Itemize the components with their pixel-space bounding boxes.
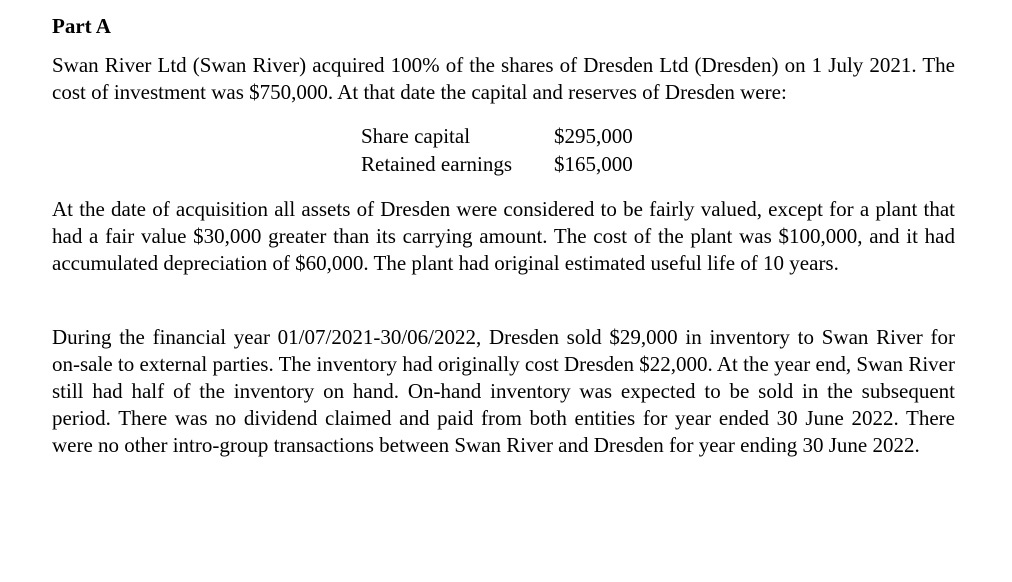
share-capital-label: Share capital: [361, 124, 471, 148]
share-capital-value: $295,000: [554, 124, 633, 148]
retained-earnings-value: $165,000: [554, 152, 633, 176]
document: [52, 12, 955, 459]
retained-earnings-label: Retained earnings: [361, 152, 513, 176]
paragraph-intragroup-inventory: During the financial year 01/07/2021-30/06/2022, Dresden sold $29,000 in inventory to Swan River for on-sale to external parties. The inventory had originally cost Dresden $22,000. At the year end, Swan River still had half of the inventory on hand. On-hand inventory was expected to be sold in the subsequent period. There was no dividend claimed and paid from both entities for year ended 30 June 2022. There were no other intro-group transactions between Swan River and Dresden for year ending 30 June 2022.: [52, 325, 955, 457]
capital-reserves-table: [361, 122, 955, 178]
table-row: [361, 150, 955, 178]
paragraph-plant-fair-value: At the date of acquisition all assets of Dresden were considered to be fairly valued, except for a plant that had a fair value $30,000 greater than its carrying amount. The cost of the plant was $100,000, and it had accumulated depreciation of $60,000. The plant had original estimated useful life of 10 years.: [52, 197, 955, 275]
table-row: [361, 122, 955, 150]
section-heading: Part A: [52, 14, 111, 38]
paragraph-acquisition: Swan River Ltd (Swan River) acquired 100% of the shares of Dresden Ltd (Dresden) on 1 July 2021. The cost of investment was $750,000. At that date the capital and reserves of Dresden were:: [52, 53, 955, 104]
